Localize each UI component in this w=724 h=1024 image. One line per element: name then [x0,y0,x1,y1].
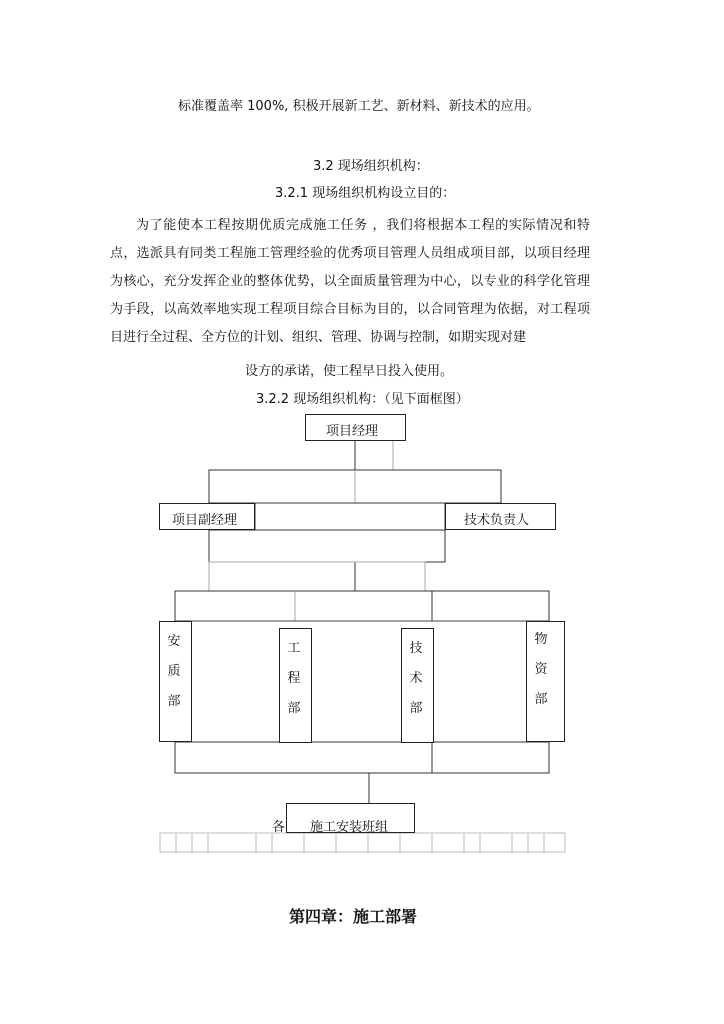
dept-safety-quality-box [159,621,192,742]
dept-materials-label: 物资部 [534,632,548,707]
project-manager-box [305,414,406,441]
purpose-paragraph-end: 设方的承诺，使工程早日投入使用。 [245,364,454,379]
section-3-2-heading: 3.2 现场组织机构： [313,159,429,174]
bottom-prefix: 各 [272,820,286,835]
construction-teams-label: 施工安装班组 [310,820,389,835]
tech-lead-label: 技术负责人 [464,513,530,528]
dept-engineering-box [279,628,312,743]
dept-safety-quality-label: 安质部 [167,634,181,709]
purpose-paragraph: 为了能使本工程按期优质完成施工任务 ，我们将根据本工程的实际情况和特点，选派具有同类工程施工管理经验的优秀项目管理人员组成项目部，以项目经理为核心，充分发挥企业的整体优势，以全面质量管理为中心，以专业的科学化管理为手段，以高效率地实现工程项目综合目标为目的，以合同管理为依据，对工程项目进行全过程、全方位的计划、组织、管理、协调与控制，如期实现对建 [110,218,590,345]
top-line: 标准覆盖率 100%, 积极开展新工艺、新材料、新技术的应用。 [178,99,540,114]
tech-lead-box [445,503,556,530]
section-3-2-2-heading: 3.2.2 现场组织机构：（见下面框图） [256,392,469,407]
deputy-manager-box [159,503,255,530]
project-manager-label: 项目经理 [326,424,379,439]
construction-teams-box [286,803,415,833]
dept-technical-box [401,628,434,743]
deputy-manager-label: 项目副经理 [172,513,238,528]
section-3-2-1-heading: 3.2.1 现场组织机构设立目的： [275,186,456,201]
dept-technical-label: 技术部 [409,641,423,716]
chapter-4-heading: 第四章：施工部署 [289,907,418,926]
dept-engineering-label: 工程部 [287,641,301,716]
dept-materials-box [526,621,565,742]
